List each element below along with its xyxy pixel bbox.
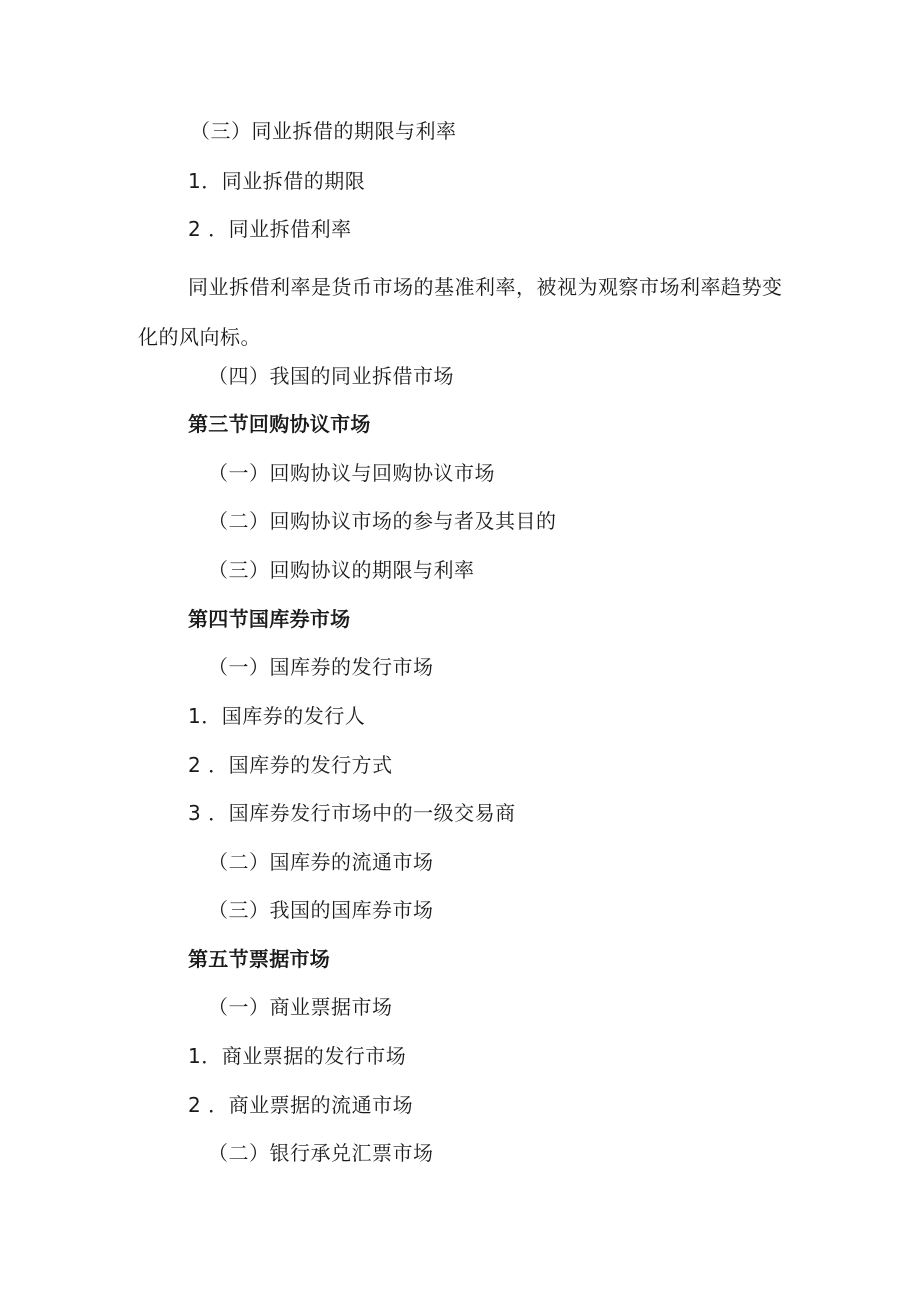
subsection-heading: （一）回购协议与回购协议市场 bbox=[208, 461, 495, 485]
list-item: 2 ．国库券的发行方式 bbox=[188, 753, 393, 777]
subsection-heading: （三）同业拆借的期限与利率 bbox=[190, 119, 457, 143]
list-item: 3 ．国库券发行市场中的一级交易商 bbox=[188, 801, 516, 825]
list-item: 1．国库券的发行人 bbox=[188, 704, 366, 728]
list-item: 2 ．同业拆借利率 bbox=[188, 217, 352, 241]
list-item: 2 ．商业票据的流通市场 bbox=[188, 1093, 414, 1117]
subsection-heading: （三）回购协议的期限与利率 bbox=[208, 558, 475, 582]
section-heading: 第三节回购协议市场 bbox=[188, 412, 371, 436]
list-item: 1．同业拆借的期限 bbox=[188, 169, 366, 193]
subsection-heading: （二）银行承兑汇票市场 bbox=[208, 1141, 434, 1165]
subsection-heading: （二）回购协议市场的参与者及其目的 bbox=[208, 509, 557, 533]
section-heading: 第五节票据市场 bbox=[188, 947, 331, 971]
body-paragraph: 同业拆借利率是货币市场的基准利率，被视为观察市场利率趋势变化的风向标。 bbox=[138, 275, 783, 349]
section-heading: 第四节国库券市场 bbox=[188, 607, 351, 631]
subsection-heading: （二）国库券的流通市场 bbox=[208, 850, 434, 874]
list-item: 1．商业票据的发行市场 bbox=[188, 1044, 407, 1068]
subsection-heading: （三）我国的国库券市场 bbox=[208, 898, 434, 922]
subsection-heading: （四）我国的同业拆借市场 bbox=[208, 364, 454, 388]
subsection-heading: （一）商业票据市场 bbox=[208, 995, 393, 1019]
subsection-heading: （一）国库券的发行市场 bbox=[208, 655, 434, 679]
